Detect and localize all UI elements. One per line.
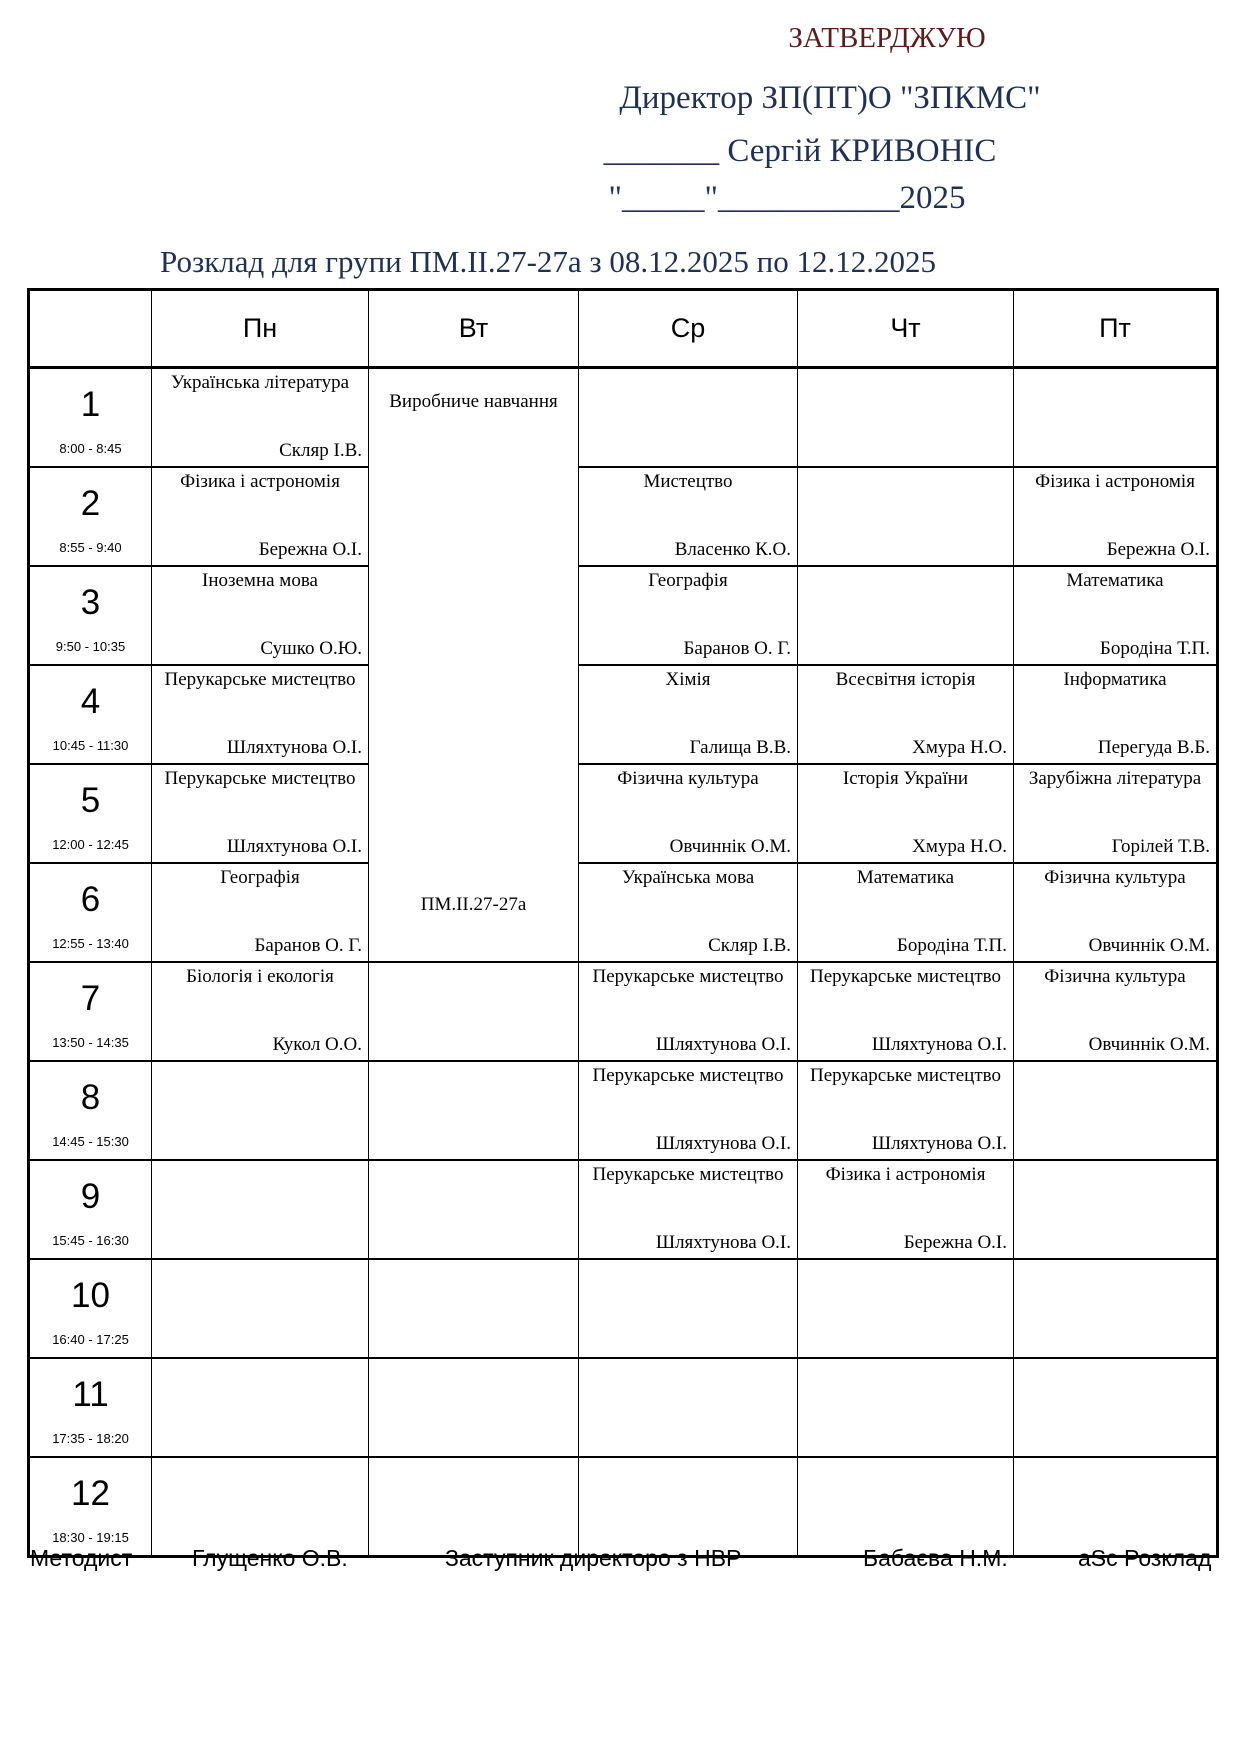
lesson-teacher: Шляхтунова О.І. — [871, 1034, 1007, 1055]
lesson-teacher: Горілей Т.В. — [1111, 836, 1210, 857]
director-line: Директор ЗП(ПТ)О "ЗПКМС" — [619, 80, 1041, 116]
period-time: 13:50 - 14:35 — [52, 1035, 129, 1050]
period-number: 10 — [71, 1276, 110, 1315]
lesson-cell — [798, 863, 1014, 962]
period-number: 2 — [80, 484, 101, 523]
lesson-cell — [152, 962, 369, 1061]
table-row — [29, 467, 1218, 566]
lesson-cell — [579, 1457, 798, 1557]
lesson-teacher: Кукол О.О. — [272, 1034, 362, 1055]
lesson-cell — [152, 1358, 369, 1457]
lesson-cell — [798, 566, 1014, 665]
lesson-cell — [579, 467, 798, 566]
lesson-cell — [579, 863, 798, 962]
lesson-cell — [798, 467, 1014, 566]
table-row — [29, 368, 1218, 468]
deputy-director-label: Заступник директоро з НВР — [445, 1545, 742, 1571]
period-cell — [29, 1160, 152, 1259]
period-time: 14:45 - 15:30 — [52, 1134, 129, 1149]
lesson-teacher: Скляр І.В. — [708, 935, 791, 956]
table-row — [29, 1160, 1218, 1259]
lesson-subject: Виробниче навчання — [389, 391, 558, 412]
table-row — [29, 962, 1218, 1061]
lesson-subject: Фізична культура — [1044, 867, 1186, 888]
lesson-subject: Українська література — [170, 372, 350, 393]
period-number: 7 — [80, 979, 101, 1018]
lesson-subject: Фізика і астрономія — [825, 1164, 986, 1185]
methodist-label: Методист — [30, 1545, 133, 1571]
table-row — [29, 764, 1218, 863]
lesson-cell — [369, 1061, 579, 1160]
lesson-cell — [579, 1358, 798, 1457]
lesson-subject: Перукарське мистецтво — [810, 966, 1001, 987]
deputy-director-name: Бабаєва Н.М. — [863, 1545, 1008, 1571]
lesson-teacher: Шляхтунова О.І. — [226, 737, 362, 758]
lesson-subject: Біологія і екологія — [186, 966, 334, 987]
table-row — [29, 1358, 1218, 1457]
period-number: 5 — [80, 781, 101, 820]
period-cell — [29, 764, 152, 863]
lesson-cell — [579, 1061, 798, 1160]
lesson-subject: Математика — [1066, 570, 1164, 591]
lesson-cell — [798, 1259, 1014, 1358]
period-number: 9 — [80, 1177, 101, 1216]
lesson-cell — [152, 1457, 369, 1557]
header-row — [29, 290, 1218, 368]
schedule-table — [27, 288, 1219, 1558]
lesson-teacher: Шляхтунова О.І. — [655, 1133, 791, 1154]
lesson-cell — [152, 665, 369, 764]
period-time: 18:30 - 19:15 — [52, 1530, 129, 1545]
lesson-cell — [579, 1160, 798, 1259]
lesson-teacher: Шляхтунова О.І. — [226, 836, 362, 857]
asc-schedule-label: aSc Розклад — [1078, 1545, 1212, 1571]
lesson-cell — [152, 1259, 369, 1358]
table-row — [29, 566, 1218, 665]
lesson-subject: Мистецтво — [643, 471, 733, 492]
lesson-teacher: Сушко О.Ю. — [260, 638, 362, 659]
period-time: 10:45 - 11:30 — [52, 738, 129, 753]
lesson-cell — [152, 467, 369, 566]
lesson-cell — [1014, 1259, 1218, 1358]
lesson-cell — [369, 1259, 579, 1358]
table-row — [29, 863, 1218, 962]
period-time: 12:00 - 12:45 — [52, 837, 129, 852]
lesson-subject: Фізика і астрономія — [180, 471, 340, 492]
lesson-cell — [1014, 467, 1218, 566]
lesson-cell — [798, 1358, 1014, 1457]
period-number: 3 — [80, 583, 101, 622]
day-header-tue: Вт — [369, 290, 579, 368]
lesson-cell — [369, 962, 579, 1061]
lesson-cell — [798, 962, 1014, 1061]
period-cell — [29, 467, 152, 566]
period-cell — [29, 1061, 152, 1160]
lesson-teacher: Шляхтунова О.І. — [871, 1133, 1007, 1154]
signature-line: _______ Сергій КРИВОНІС — [603, 133, 997, 169]
practical-training-merged-cell — [369, 368, 579, 963]
lesson-cell — [798, 1160, 1014, 1259]
period-cell — [29, 368, 152, 468]
lesson-subject: Фізична культура — [617, 768, 759, 789]
lesson-cell — [369, 1457, 579, 1557]
lesson-teacher: Перегуда В.Б. — [1097, 737, 1210, 758]
lesson-cell — [798, 368, 1014, 468]
lesson-cell — [1014, 1061, 1218, 1160]
period-cell — [29, 1457, 152, 1557]
group-label: ПМ.ІІ.27-27а — [420, 894, 527, 915]
lesson-cell — [369, 1160, 579, 1259]
lesson-cell — [152, 566, 369, 665]
period-number: 12 — [71, 1474, 110, 1513]
period-number: 8 — [80, 1078, 101, 1117]
lesson-cell — [152, 764, 369, 863]
lesson-cell — [579, 665, 798, 764]
table-row — [29, 1061, 1218, 1160]
period-cell — [29, 566, 152, 665]
lesson-teacher: Галища В.В. — [689, 737, 791, 758]
lesson-subject: Всесвітня історія — [835, 669, 976, 690]
lesson-teacher: Скляр І.В. — [279, 440, 362, 461]
period-time: 9:50 - 10:35 — [55, 639, 126, 654]
lesson-teacher: Бережна О.І. — [903, 1232, 1007, 1253]
lesson-cell — [579, 962, 798, 1061]
lesson-cell — [1014, 1457, 1218, 1557]
lesson-cell — [1014, 566, 1218, 665]
lesson-subject: Фізика і астрономія — [1035, 471, 1195, 492]
lesson-subject: Хімія — [665, 669, 711, 690]
lesson-cell — [152, 1160, 369, 1259]
period-cell — [29, 962, 152, 1061]
day-header-fri: Пт — [1014, 290, 1218, 368]
lesson-teacher: Бородіна Т.П. — [896, 935, 1007, 956]
lesson-subject: Інформатика — [1063, 669, 1167, 690]
lesson-teacher: Бережна О.І. — [258, 539, 362, 560]
lesson-cell — [1014, 1358, 1218, 1457]
lesson-teacher: Бородіна Т.П. — [1099, 638, 1210, 659]
lesson-teacher: Шляхтунова О.І. — [655, 1034, 791, 1055]
date-line: "_____"___________2025 — [608, 180, 966, 216]
lesson-cell — [152, 863, 369, 962]
lesson-teacher: Хмура Н.О. — [912, 836, 1007, 857]
lesson-teacher: Шляхтунова О.І. — [655, 1232, 791, 1253]
lesson-subject: Перукарське мистецтво — [810, 1065, 1001, 1086]
lesson-teacher: Хмура Н.О. — [912, 737, 1007, 758]
lesson-cell — [798, 1061, 1014, 1160]
lesson-teacher: Баранов О. Г. — [254, 935, 362, 956]
lesson-subject: Перукарське мистецтво — [592, 966, 784, 987]
period-cell — [29, 665, 152, 764]
period-time: 12:55 - 13:40 — [52, 936, 129, 951]
corner-cell — [29, 290, 152, 368]
lesson-cell — [579, 566, 798, 665]
lesson-subject: Зарубіжна література — [1028, 768, 1202, 789]
lesson-cell — [152, 368, 369, 468]
lesson-subject: Географія — [648, 570, 728, 591]
lesson-cell — [152, 1061, 369, 1160]
lesson-subject: Перукарське мистецтво — [592, 1164, 784, 1185]
period-time: 17:35 - 18:20 — [52, 1431, 129, 1446]
lesson-cell — [1014, 764, 1218, 863]
lesson-cell — [579, 764, 798, 863]
lesson-cell — [369, 1358, 579, 1457]
lesson-cell — [1014, 863, 1218, 962]
lesson-subject: Історія України — [842, 768, 969, 789]
lesson-subject: Математика — [856, 867, 955, 888]
period-number: 6 — [80, 880, 101, 919]
period-time: 15:45 - 16:30 — [52, 1233, 129, 1248]
lesson-teacher: Власенко К.О. — [674, 539, 791, 560]
period-number: 1 — [80, 385, 101, 424]
period-cell — [29, 1259, 152, 1358]
lesson-cell — [798, 764, 1014, 863]
lesson-cell — [1014, 368, 1218, 468]
approve-heading: ЗАТВЕРДЖУЮ — [788, 22, 986, 54]
period-number: 11 — [72, 1375, 109, 1414]
lesson-subject: Українська мова — [621, 867, 755, 888]
period-time: 16:40 - 17:25 — [52, 1332, 129, 1347]
day-header-thu: Чт — [798, 290, 1014, 368]
table-row — [29, 1259, 1218, 1358]
lesson-subject: Перукарське мистецтво — [164, 669, 356, 690]
lesson-cell — [1014, 962, 1218, 1061]
period-time: 8:55 - 9:40 — [59, 540, 122, 555]
lesson-subject: Фізична культура — [1044, 966, 1186, 987]
table-row — [29, 1457, 1218, 1557]
period-cell — [29, 863, 152, 962]
period-number: 4 — [80, 682, 101, 721]
table-row — [29, 665, 1218, 764]
schedule-title: Розклад для групи ПМ.ІІ.27-27а з 08.12.2025 по 12.12.2025 — [159, 244, 937, 279]
methodist-name: Глущенко О.В. — [192, 1545, 348, 1571]
lesson-cell — [798, 1457, 1014, 1557]
period-cell — [29, 1358, 152, 1457]
lesson-cell — [579, 368, 798, 468]
lesson-subject: Іноземна мова — [202, 570, 318, 591]
lesson-subject: Перукарське мистецтво — [164, 768, 356, 789]
lesson-cell — [579, 1259, 798, 1358]
footer — [0, 1545, 1241, 1575]
lesson-cell — [1014, 1160, 1218, 1259]
lesson-teacher: Овчиннік О.М. — [669, 836, 791, 857]
lesson-cell — [1014, 665, 1218, 764]
lesson-teacher: Баранов О. Г. — [683, 638, 791, 659]
lesson-teacher: Бережна О.І. — [1106, 539, 1210, 560]
lesson-cell — [798, 665, 1014, 764]
day-header-mon: Пн — [152, 290, 369, 368]
lesson-teacher: Овчиннік О.М. — [1088, 1034, 1210, 1055]
day-header-wed: Ср — [579, 290, 798, 368]
lesson-subject: Перукарське мистецтво — [592, 1065, 784, 1086]
period-time: 8:00 - 8:45 — [59, 441, 122, 456]
lesson-subject: Географія — [220, 867, 300, 888]
lesson-teacher: Овчиннік О.М. — [1088, 935, 1210, 956]
